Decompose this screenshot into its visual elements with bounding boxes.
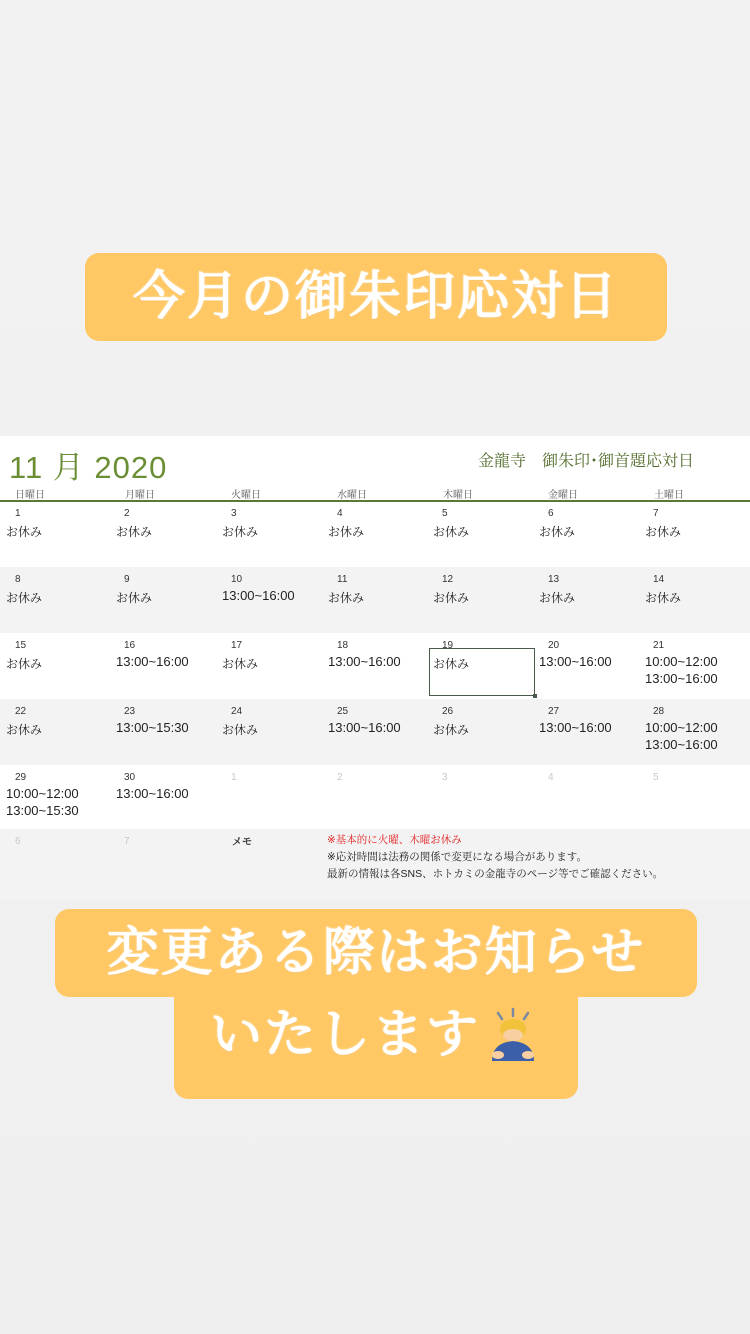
day-number: 15	[15, 640, 27, 651]
calendar-subtitle: 金龍寺 御朱印･御首題応対日	[477, 453, 694, 470]
day-number: 14	[653, 574, 665, 585]
note-closed-days: ※基本的に火曜、木曜お休み	[327, 834, 462, 846]
day-hours-line: お休み	[433, 723, 470, 737]
day-hours-line: お休み	[433, 525, 470, 539]
weekday-label: 日曜日	[15, 490, 45, 501]
day-number: 1	[15, 508, 21, 519]
day-hours-line: お休み	[6, 525, 43, 539]
day-number: 18	[337, 640, 349, 651]
day-number: 11	[337, 574, 348, 585]
day-number: 19	[442, 640, 454, 651]
day-number: 16	[124, 640, 136, 651]
day-number: 27	[548, 706, 560, 717]
day-number: 10	[231, 574, 243, 585]
day-hours	[645, 653, 718, 687]
day-hours-line: 10:00~12:00	[645, 654, 718, 669]
day-hours	[645, 719, 718, 753]
calendar-day-cell	[0, 501, 750, 567]
day-number: 2	[124, 508, 130, 519]
day-number: 6	[548, 508, 554, 519]
day-hours-line: お休み	[6, 723, 43, 737]
day-hours-line: 13:00~16:00	[539, 720, 612, 735]
day-number: 5	[442, 508, 448, 519]
day-hours-line: お休み	[222, 525, 259, 539]
weekday-label: 火曜日	[231, 490, 261, 501]
day-hours-line: 13:00~15:30	[6, 803, 79, 818]
day-hours-line: お休み	[6, 657, 43, 671]
calendar-week-row	[0, 567, 750, 633]
title-banner-text: 今月の御朱印応対日	[132, 267, 619, 327]
weekday-label: 木曜日	[443, 490, 473, 501]
day-number: 9	[124, 574, 130, 585]
day-number: 30	[124, 772, 136, 783]
day-hours-line: お休み	[328, 525, 365, 539]
weekday-label: 月曜日	[125, 490, 155, 501]
day-number: 21	[653, 640, 665, 651]
day-number: 8	[15, 574, 21, 585]
day-hours-line: お休み	[645, 591, 682, 605]
day-hours-line: お休み	[116, 591, 153, 605]
notice-banner-line2-text: いたします	[209, 1005, 480, 1065]
day-hours-line: 13:00~16:00	[222, 588, 295, 603]
day-hours-line: 13:00~16:00	[328, 720, 401, 735]
day-number: 25	[337, 706, 349, 717]
bowing-person-icon	[484, 1005, 542, 1063]
day-number: 7	[653, 508, 659, 519]
day-number: 22	[15, 706, 27, 717]
calendar-day-cell	[0, 699, 750, 765]
day-hours-line: お休み	[328, 591, 365, 605]
weekday-label: 土曜日	[654, 490, 684, 501]
day-hours-line: お休み	[645, 525, 682, 539]
day-hours-line: お休み	[116, 525, 153, 539]
day-hours-line: お休み	[222, 723, 259, 737]
day-number: 3	[231, 508, 237, 519]
day-hours-line: お休み	[433, 591, 470, 605]
day-number: 3	[442, 772, 448, 783]
day-hours-line: 13:00~16:00	[116, 786, 189, 801]
day-hours-line: 13:00~16:00	[116, 654, 189, 669]
notice-banner-line1	[55, 909, 697, 997]
day-number: 28	[653, 706, 665, 717]
day-number: 29	[15, 772, 27, 783]
day-number: 1	[231, 772, 237, 783]
day-number: 4	[548, 772, 554, 783]
note-latest-info: 最新の情報は各SNS、ホトカミの金龍寺のページ等でご確認ください。	[327, 868, 664, 880]
day-number: 2	[337, 772, 343, 783]
day-number: 6	[15, 836, 21, 847]
calendar-week-row	[0, 501, 750, 567]
memo-row	[0, 829, 750, 900]
weekday-header	[0, 486, 750, 502]
day-hours-line: 13:00~16:00	[328, 654, 401, 669]
day-number: 23	[124, 706, 136, 717]
day-hours-line: 13:00~16:00	[539, 654, 612, 669]
day-number: 12	[442, 574, 454, 585]
day-hours-line: お休み	[6, 591, 43, 605]
day-hours-line: 13:00~16:00	[645, 671, 718, 686]
day-hours-line: お休み	[539, 525, 576, 539]
day-number: 20	[548, 640, 560, 651]
calendar-day-cell	[0, 567, 750, 633]
day-hours-line: 10:00~12:00	[645, 720, 718, 735]
calendar-day-cell	[0, 633, 750, 699]
calendar-week-row	[0, 765, 750, 831]
notice-banner-line2	[174, 995, 578, 1099]
weekday-label: 水曜日	[337, 490, 367, 501]
notice-banner-line1-text: 変更ある際はお知らせ	[106, 923, 646, 983]
day-number: 24	[231, 706, 243, 717]
day-hours-line: お休み	[433, 657, 470, 671]
calendar-week-row	[0, 633, 750, 699]
note-hours-change: ※応対時間は法務の関係で変更になる場合があります。	[327, 851, 587, 863]
day-number: 4	[337, 508, 343, 519]
day-closed-label	[645, 523, 681, 540]
day-number: 7	[124, 836, 130, 847]
calendar-week-row	[0, 699, 750, 765]
day-number: 26	[442, 706, 454, 717]
day-hours-line: 13:00~16:00	[645, 737, 718, 752]
title-banner	[85, 253, 667, 341]
day-hours-line: お休み	[539, 591, 576, 605]
day-hours-line: 10:00~12:00	[6, 786, 79, 801]
day-closed-label	[645, 589, 681, 606]
day-hours-line: 13:00~15:30	[116, 720, 189, 735]
weekday-label: 金曜日	[548, 490, 578, 501]
day-hours-line: お休み	[222, 657, 259, 671]
calendar-day-cell	[0, 765, 750, 831]
calendar-image	[0, 436, 750, 900]
selected-cell-outline	[429, 648, 535, 696]
memo-label: メモ	[232, 837, 252, 848]
day-number: 13	[548, 574, 560, 585]
day-number: 17	[231, 640, 243, 651]
day-number: 5	[653, 772, 659, 783]
calendar-title: 11 月 2020	[9, 450, 168, 485]
